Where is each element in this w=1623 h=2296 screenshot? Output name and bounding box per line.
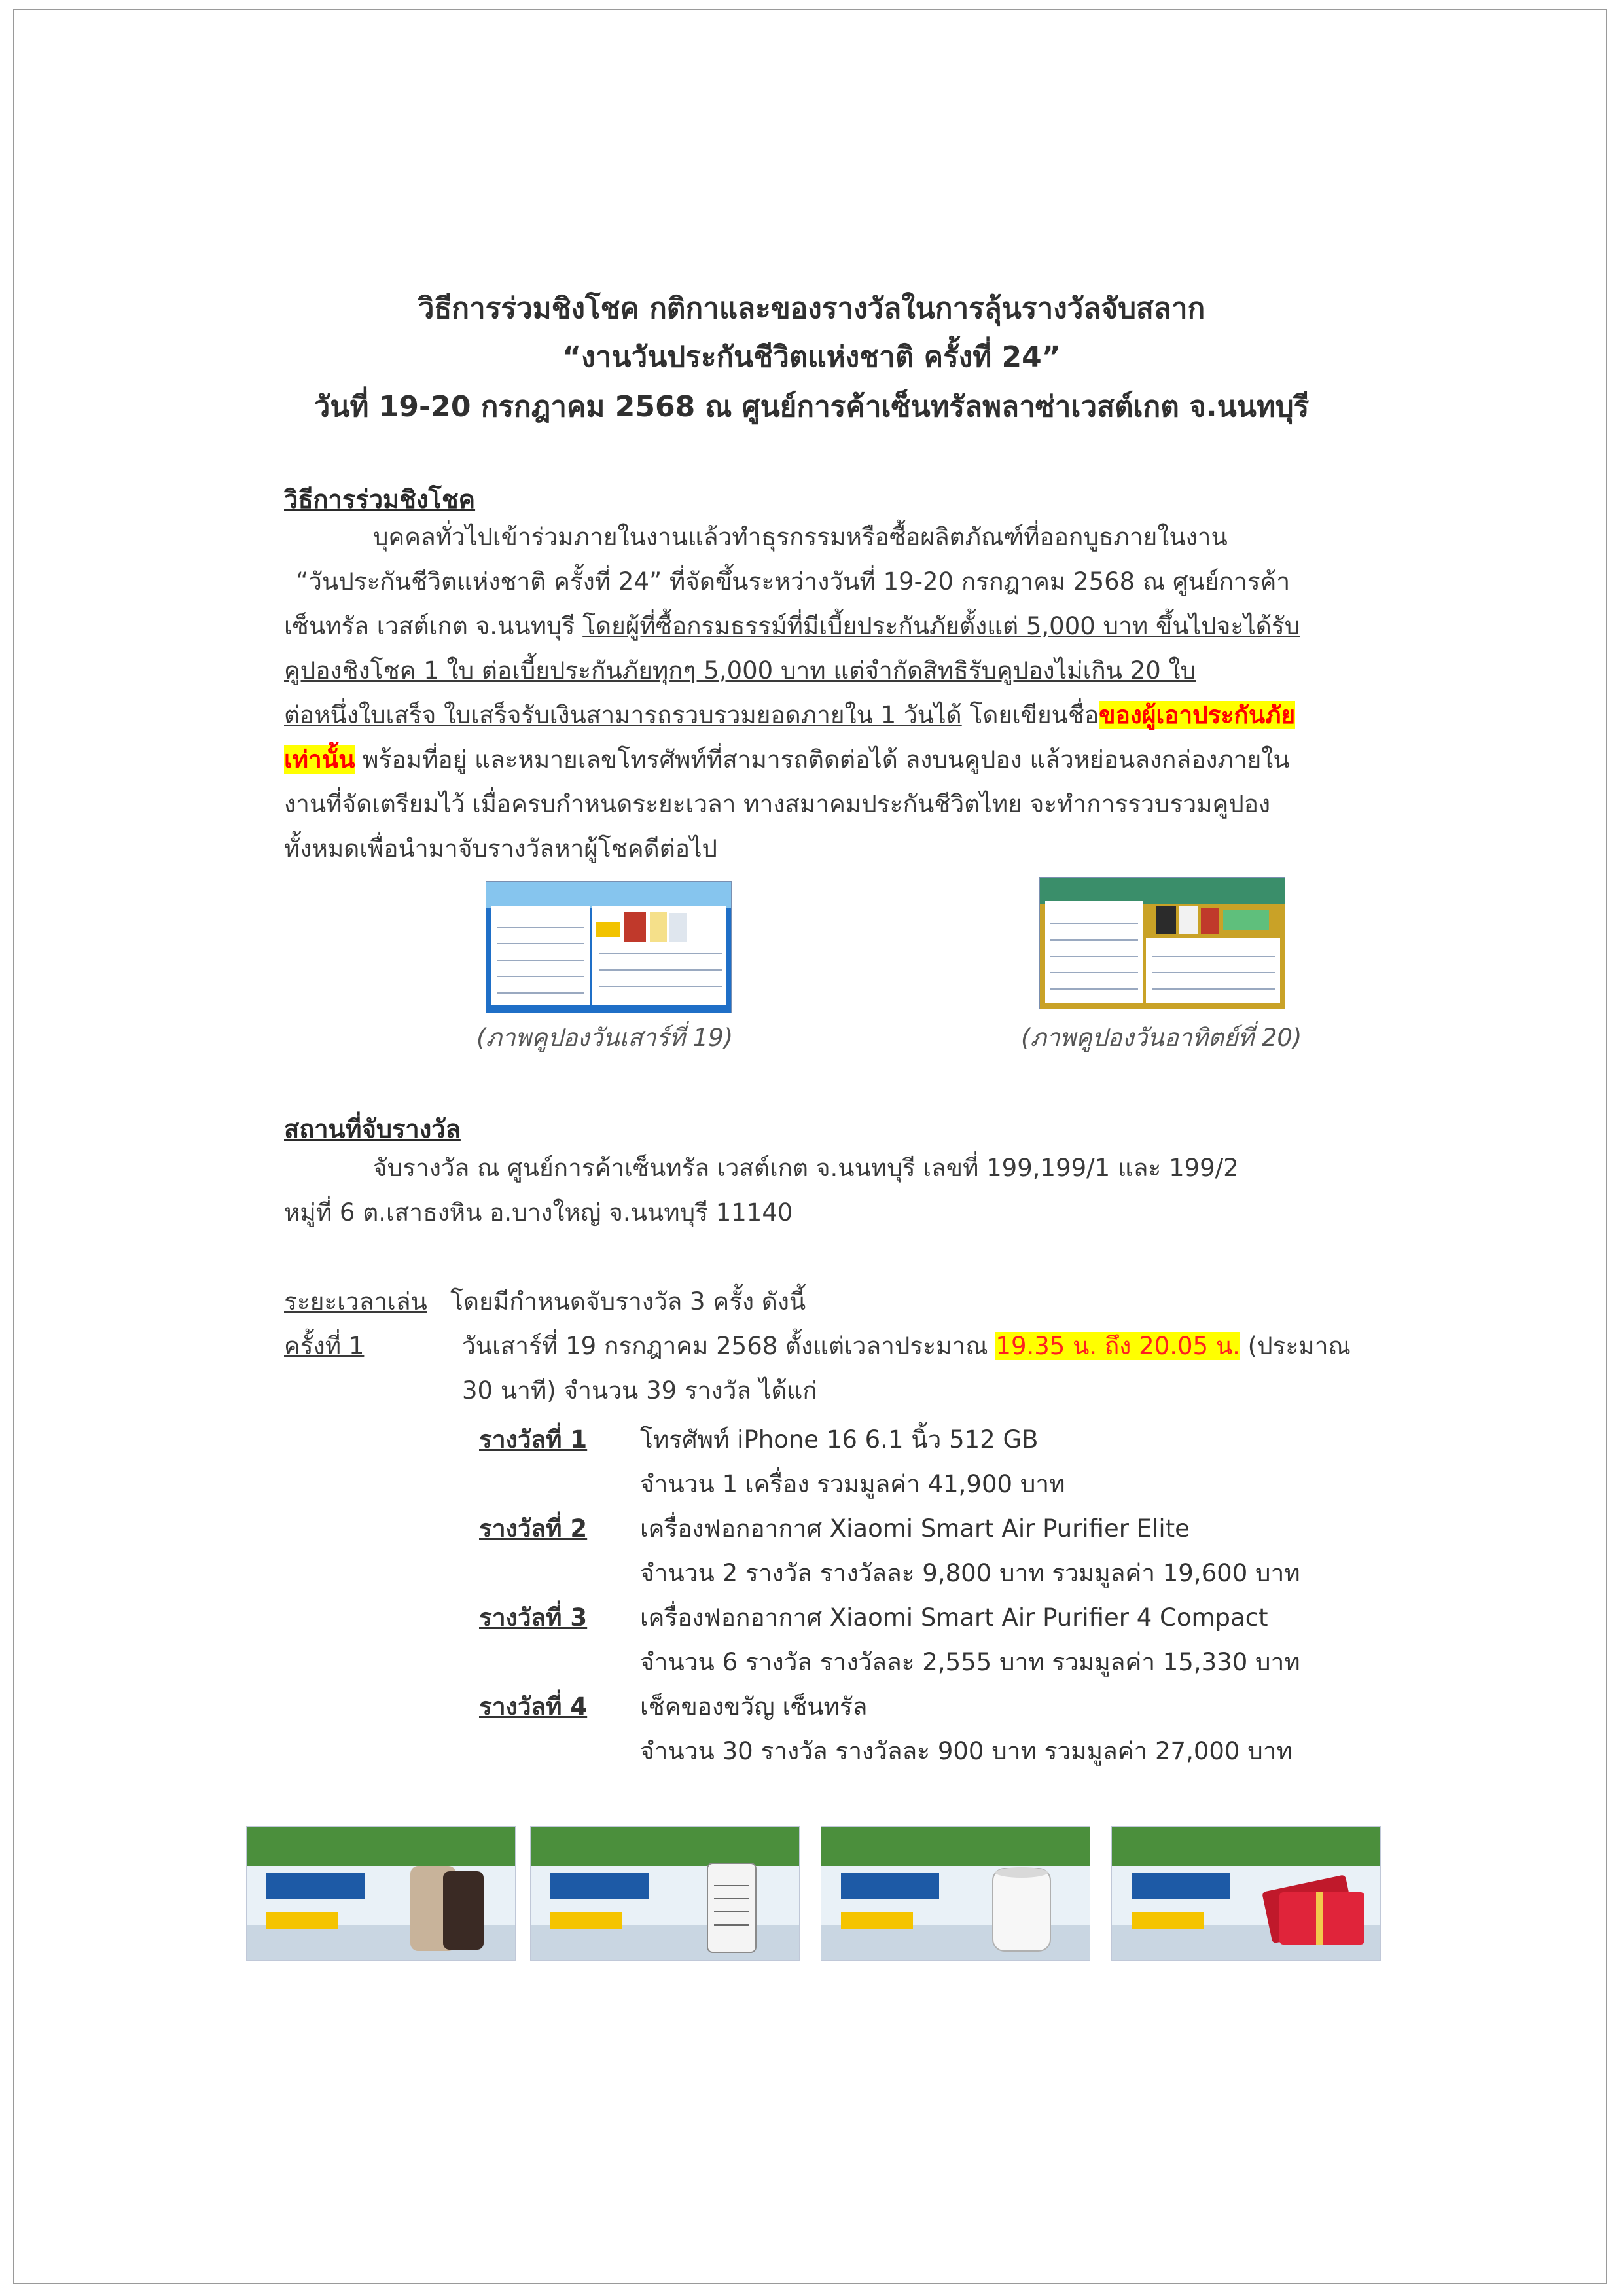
- how-to-line-3: [284, 610, 1300, 643]
- how-to-line-1: บุคคลทั่วไปเข้าร่วมภายในงานแล้วทำธุรกรรมหรือซื้อผลิตภัณฑ์ที่ออกบูธภายในงาน: [373, 523, 1228, 551]
- prize-2-label: รางวัลที่ 2: [479, 1515, 588, 1543]
- schedule-heading-row: [284, 1285, 806, 1318]
- coupon-saturday-image: [486, 881, 732, 1013]
- coupon-saturday-caption: (ภาพคูปองวันเสาร์ที่ 19): [476, 1024, 734, 1052]
- round-1-approx: (ประมาณ: [1240, 1332, 1351, 1360]
- prize-1-detail: จำนวน 1 เครื่อง รวมมูลค่า 41,900 บาท: [640, 1470, 1065, 1498]
- prize-4-banner-image: [1111, 1826, 1381, 1961]
- how-to-line-5: [284, 699, 1295, 732]
- prize-3-name: เครื่องฟอกอากาศ Xiaomi Smart Air Purifier 4 Compact: [640, 1604, 1268, 1632]
- schedule-heading: ระยะเวลาเล่น: [284, 1287, 427, 1316]
- title-line-2: “งานวันประกันชีวิตแห่งชาติ ครั้งที่ 24”: [562, 340, 1061, 374]
- how-to-line-4: คูปองชิงโชค 1 ใบ ต่อเบี้ยประกันภัยทุกๆ 5,000 บาท แต่จำกัดสิทธิรับคูปองไม่เกิน 20 ใบ: [284, 656, 1196, 685]
- round-1-date: วันเสาร์ที่ 19 กรกฎาคม 2568 ตั้งแต่เวลาประมาณ: [462, 1332, 996, 1360]
- title-line-3: วันที่ 19-20 กรกฎาคม 2568 ณ ศูนย์การค้าเซ็นทรัลพลาซ่าเวสต์เกต จ.นนทบุรี: [313, 390, 1310, 423]
- venue-line-2: หมู่ที่ 6 ต.เสาธงหิน อ.บางใหญ่ จ.นนทบุรี 11140: [284, 1198, 793, 1227]
- prize-2-name: เครื่องฟอกอากาศ Xiaomi Smart Air Purifier Elite: [640, 1515, 1190, 1543]
- prize-1-name: โทรศัพท์ iPhone 16 6.1 นิ้ว 512 GB: [640, 1426, 1039, 1454]
- how-to-heading: วิธีการร่วมชิงโชค: [284, 485, 476, 514]
- prize-2-detail: จำนวน 2 รางวัล รางวัลละ 9,800 บาท รวมมูลค่า 19,600 บาท: [640, 1559, 1300, 1587]
- prize-4-detail: จำนวน 30 รางวัล รางวัลละ 900 บาท รวมมูลค่า 27,000 บาท: [640, 1737, 1293, 1765]
- insured-highlight: ของผู้เอาประกันภัย: [1099, 701, 1296, 729]
- how-to-line-2: “วันประกันชีวิตแห่งชาติ ครั้งที่ 24” ที่จัดขึ้นระหว่างวันที่ 19-20 กรกฎาคม 2568 ณ ศูนย์การค้า: [296, 567, 1291, 596]
- prize-2-banner-image: [530, 1826, 800, 1961]
- round-1-time-highlight: 19.35 น. ถึง 20.05 น.: [995, 1332, 1240, 1360]
- how-to-line-5a: ต่อหนึ่งใบเสร็จ ใบเสร็จรับเงินสามารถรวบรวมยอดภายใน 1 วันได้: [284, 701, 962, 729]
- how-to-line-7: งานที่จัดเตรียมไว้ เมื่อครบกำหนดระยะเวลา ทางสมาคมประกันชีวิตไทย จะทำการรวบรวมคูปอง: [284, 790, 1271, 818]
- schedule-heading-rest: โดยมีกำหนดจับรางวัล 3 ครั้ง ดังนี้: [450, 1287, 806, 1316]
- how-to-line-3a: เซ็นทรัล เวสต์เกต จ.นนทบุรี: [284, 612, 583, 640]
- how-to-line-3b: โดยผู้ที่ซื้อกรมธรรม์ที่มีเบี้ยประกันภัยตั้งแต่ 5,000 บาท ขึ้นไปจะได้รับ: [582, 612, 1300, 640]
- title-line-1: วิธีการร่วมชิงโชค กติกาและของรางวัลในการลุ้นรางวัลจับสลาก: [418, 292, 1205, 325]
- prize-1-label: รางวัลที่ 1: [479, 1426, 588, 1454]
- prize-3-banner-image: [821, 1826, 1090, 1961]
- round-1-description: [462, 1330, 1351, 1363]
- prize-1-banner-image: [246, 1826, 516, 1961]
- coupon-sunday-caption: (ภาพคูปองวันอาทิตย์ที่ 20): [1021, 1024, 1302, 1052]
- prize-3-label: รางวัลที่ 3: [479, 1604, 588, 1632]
- venue-line-1: จับรางวัล ณ ศูนย์การค้าเซ็นทรัล เวสต์เกต จ.นนทบุรี เลขที่ 199,199/1 และ 199/2: [373, 1154, 1239, 1182]
- how-to-line-5b: โดยเขียนชื่อ: [961, 701, 1099, 729]
- only-highlight: เท่านั้น: [284, 745, 355, 774]
- prize-4-label: รางวัลที่ 4: [479, 1693, 588, 1721]
- how-to-line-8: ทั้งหมดเพื่อนำมาจับรางวัลหาผู้โชคดีต่อไป: [284, 834, 718, 863]
- round-1-label: ครั้งที่ 1: [284, 1332, 365, 1360]
- how-to-line-6b: พร้อมที่อยู่ และหมายเลขโทรศัพท์ที่สามารถติดต่อได้ ลงบนคูปอง แล้วหย่อนลงกล่องภายใน: [355, 745, 1290, 774]
- coupon-sunday-image: [1039, 877, 1285, 1009]
- prize-3-detail: จำนวน 6 รางวัล รางวัลละ 2,555 บาท รวมมูลค่า 15,330 บาท: [640, 1648, 1300, 1676]
- how-to-line-6: [284, 744, 1290, 776]
- venue-heading: สถานที่จับรางวัล: [284, 1115, 461, 1143]
- round-1-count: 30 นาที) จำนวน 39 รางวัล ได้แก่: [462, 1376, 817, 1405]
- prize-4-name: เช็คของขวัญ เซ็นทรัล: [640, 1693, 868, 1721]
